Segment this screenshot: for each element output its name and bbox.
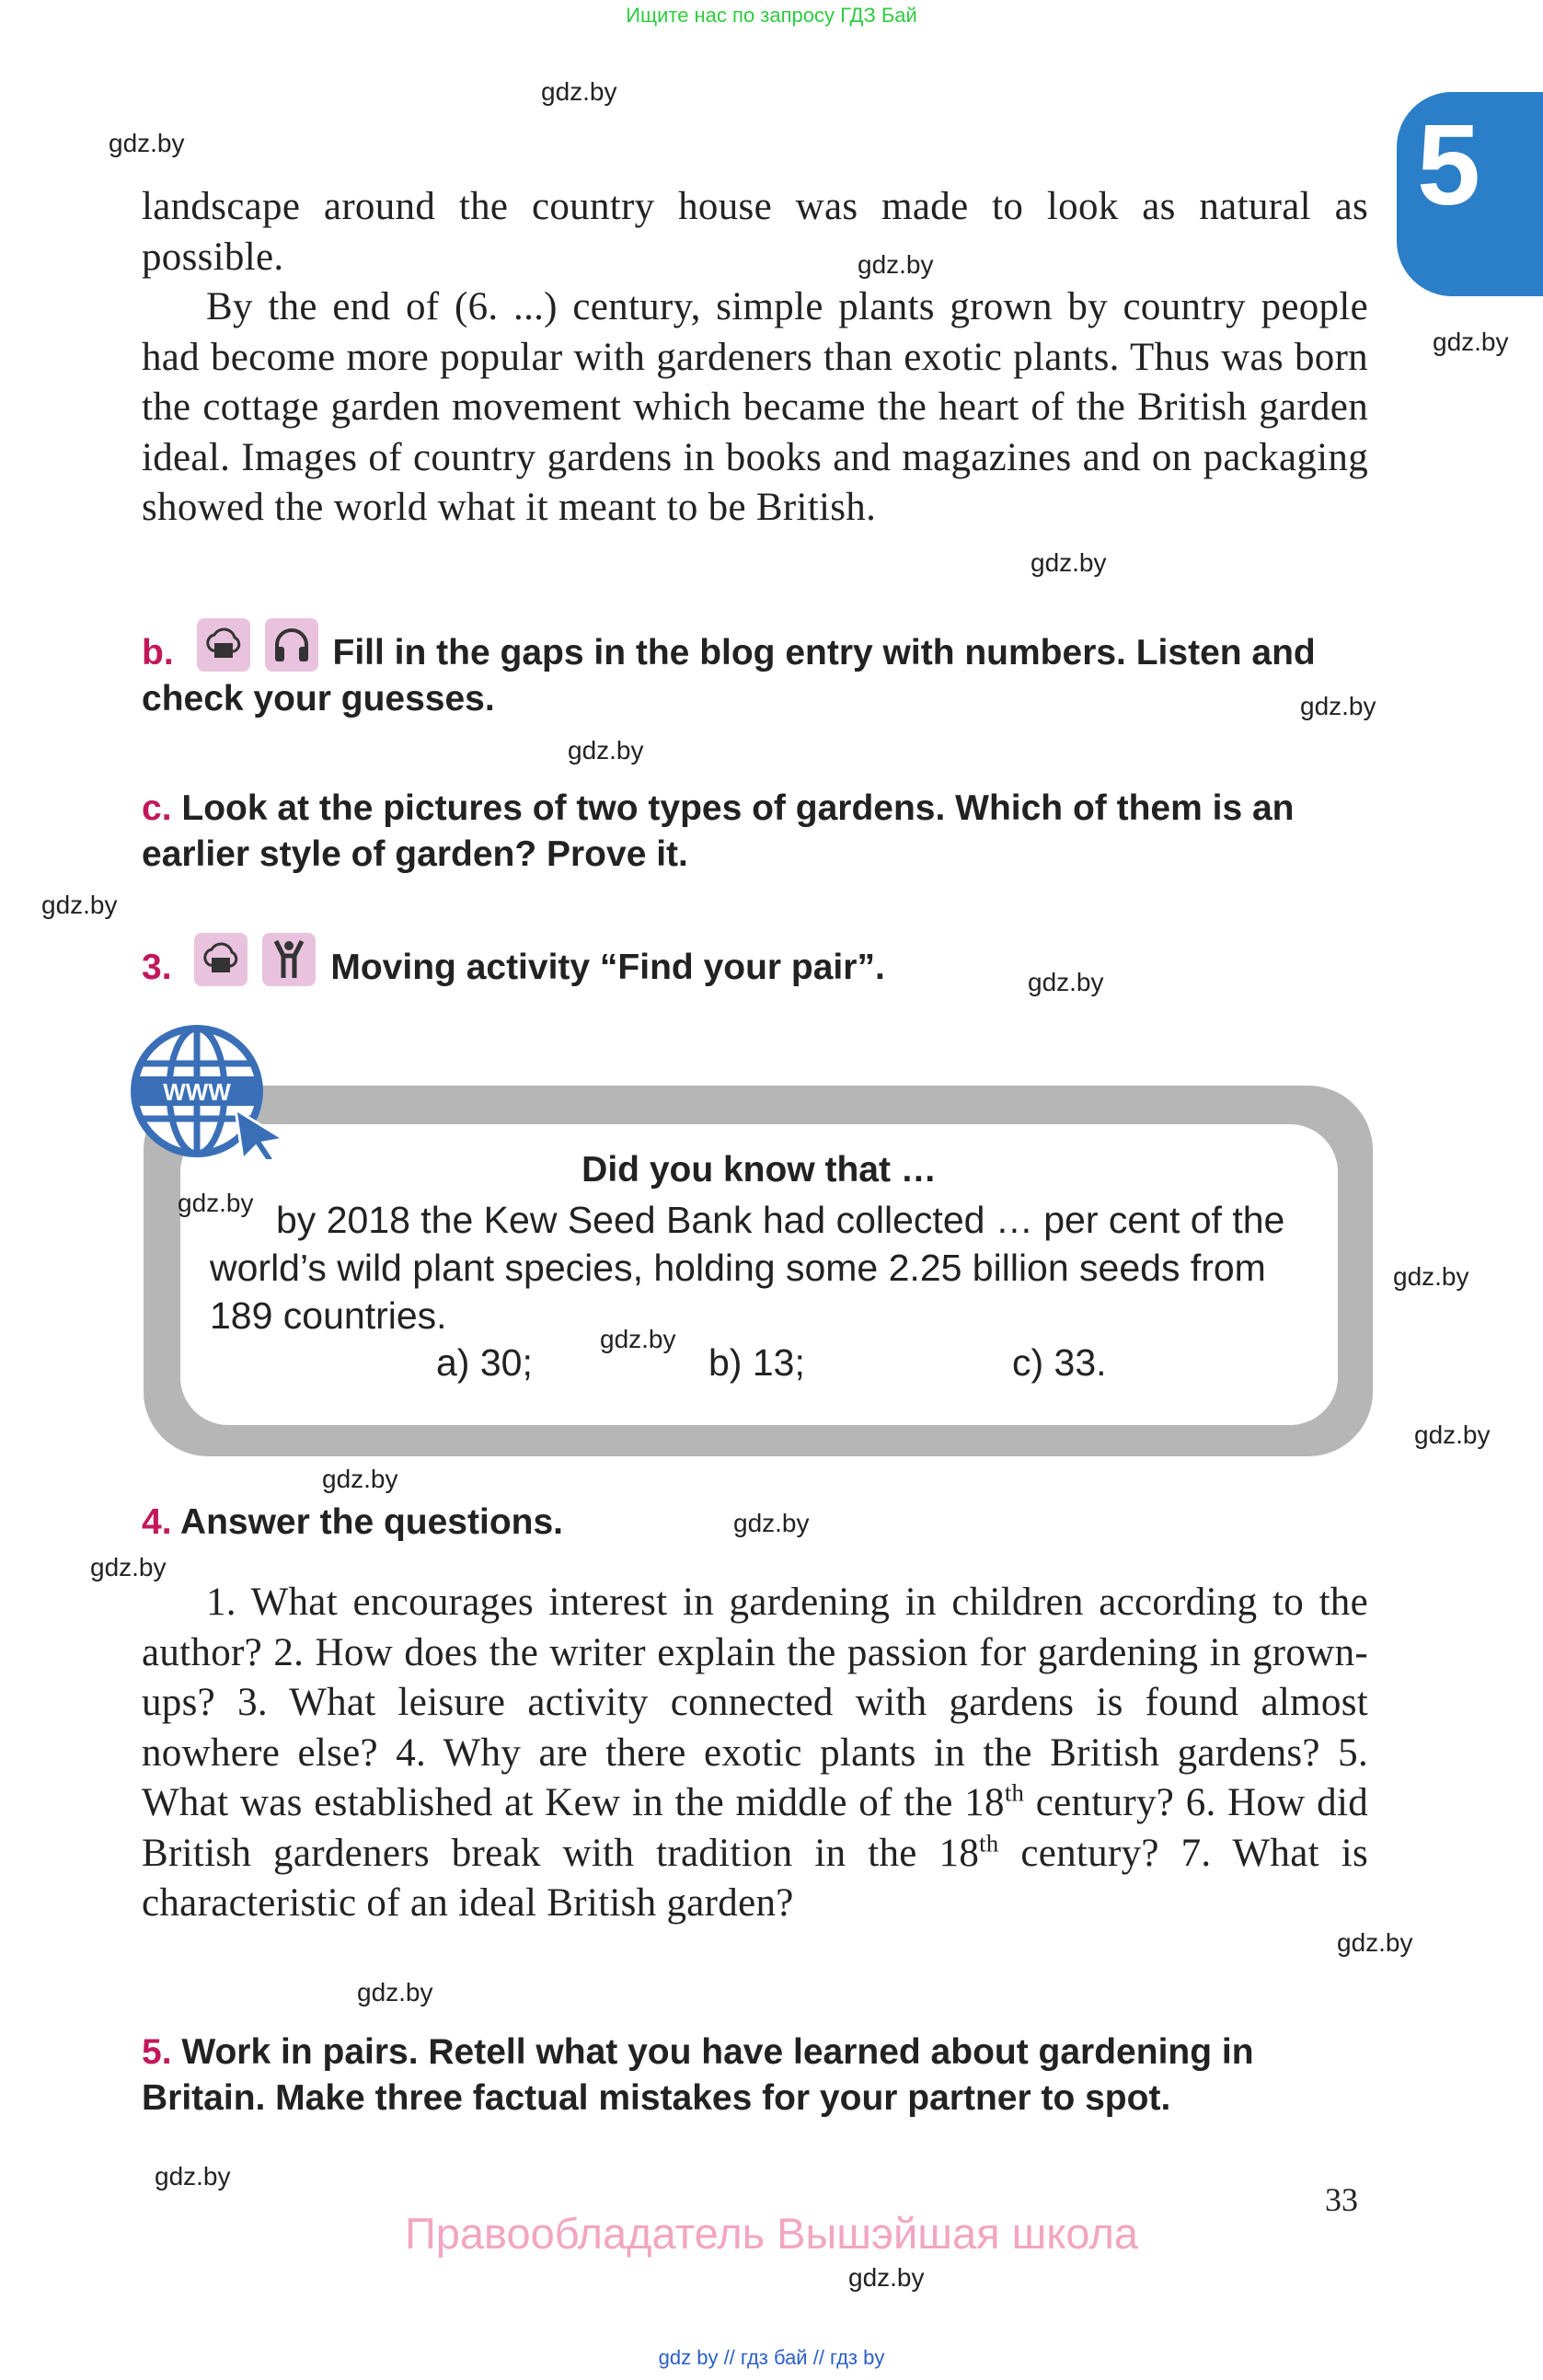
task-text: Look at the pictures of two types of gardens. Which of them is an earlier style of garden? Prove it. bbox=[142, 788, 1295, 874]
task-5 bbox=[142, 2029, 1368, 2121]
passage-paragraph: landscape around the country house was made to look as natural as possible. bbox=[142, 185, 1368, 279]
www-globe-icon bbox=[127, 1021, 293, 1164]
did-you-know-text: by 2018 the Kew Seed Bank had collected … per cent of the world’s wild plant species, holding some 2.25 billion seeds from 189 countries. bbox=[210, 1199, 1285, 1337]
did-you-know-title: Did you know that … bbox=[582, 1150, 937, 1190]
unit-number: 5 bbox=[1417, 102, 1480, 229]
watermark: gdz.by bbox=[109, 129, 185, 157]
watermark: gdz.by bbox=[733, 1509, 810, 1537]
option-a: a) 30; bbox=[436, 1341, 533, 1384]
watermark: gdz.by bbox=[357, 1978, 433, 2006]
task-number: b. bbox=[142, 633, 174, 673]
globe-label: WWW bbox=[163, 1078, 231, 1106]
moving-person-icon bbox=[262, 933, 316, 986]
task-text: Fill in the gaps in the blog entry with numbers. Listen and check your guesses. bbox=[142, 633, 1316, 719]
watermark: gdz.by bbox=[178, 1189, 254, 1217]
headphones-icon bbox=[265, 618, 318, 672]
task-number: 3. bbox=[142, 948, 172, 987]
task-text: Work in pairs. Retell what you have learned about gardening in Britain. Make three factual mistakes for your partner to spot. bbox=[142, 2032, 1254, 2118]
watermark: gdz.by bbox=[90, 1553, 167, 1581]
task-b bbox=[142, 618, 1368, 722]
cloud-folder-icon bbox=[194, 933, 248, 986]
option-c: c) 33. bbox=[1012, 1341, 1107, 1384]
copyright-footer: Правообладатель Вышэйшая школа bbox=[404, 2209, 1139, 2258]
page-number: 33 bbox=[1325, 2181, 1358, 2218]
watermark: gdz.by bbox=[1414, 1420, 1491, 1449]
watermark: gdz.by bbox=[1433, 328, 1509, 356]
cloud-folder-icon bbox=[197, 618, 250, 672]
task-text: Answer the questions. bbox=[179, 1502, 563, 1542]
option-b: b) 13; bbox=[708, 1341, 805, 1384]
watermark: gdz.by bbox=[848, 2263, 925, 2292]
task-c bbox=[142, 786, 1368, 878]
watermark: gdz.by bbox=[600, 1325, 676, 1353]
task-number: 5. bbox=[142, 2032, 172, 2072]
task-text: Moving activity “Find your pair”. bbox=[330, 948, 885, 987]
watermark: gdz.by bbox=[858, 250, 934, 279]
watermark: gdz.by bbox=[1031, 548, 1107, 577]
passage-paragraph: By the end of (6. ...) century, simple plants grown by country people had become more popular with gardeners than exotic plants. Thus was born the cottage garden movement which became the heart of the British garden ideal. Images of country gardens in books and magazines and on packaging showed the world what it meant to be British. bbox=[142, 285, 1368, 529]
unit-tab bbox=[1397, 92, 1543, 296]
task-number: 4. bbox=[142, 1502, 172, 1542]
watermark: gdz.by bbox=[322, 1465, 398, 1493]
task-4 bbox=[142, 1500, 1368, 1546]
watermark: gdz.by bbox=[568, 736, 644, 765]
watermark: gdz.by bbox=[1300, 692, 1376, 720]
watermark: gdz.by bbox=[541, 77, 617, 106]
watermark: gdz.by bbox=[41, 891, 118, 919]
task-3 bbox=[142, 933, 1368, 991]
watermark: gdz.by bbox=[1393, 1262, 1469, 1291]
questions-paragraph: 1. What encourages interest in gardening in children according to the author? 2. How does the writer explain the passion for gardening in grown-ups? 3. What leisure activity connected with gardens is found almost nowhere else? 4. Why are there exotic plants in the British gardens? 5. What was established at Kew in the middle of the 18th century? 6. How did British gardeners break with tradition in the 18th century? 7. What is characteristic of an ideal British garden? bbox=[142, 1581, 1368, 1925]
watermark: gdz.by bbox=[1337, 1928, 1413, 1957]
watermark: gdz.by bbox=[1028, 968, 1104, 996]
bottom-links: gdz by // гдз бай // гдз by bbox=[658, 2346, 885, 2369]
top-search-note: Ищите нас по запросу ГДЗ Бай bbox=[626, 4, 917, 27]
watermark: gdz.by bbox=[155, 2162, 231, 2190]
task-number: c. bbox=[142, 788, 172, 828]
